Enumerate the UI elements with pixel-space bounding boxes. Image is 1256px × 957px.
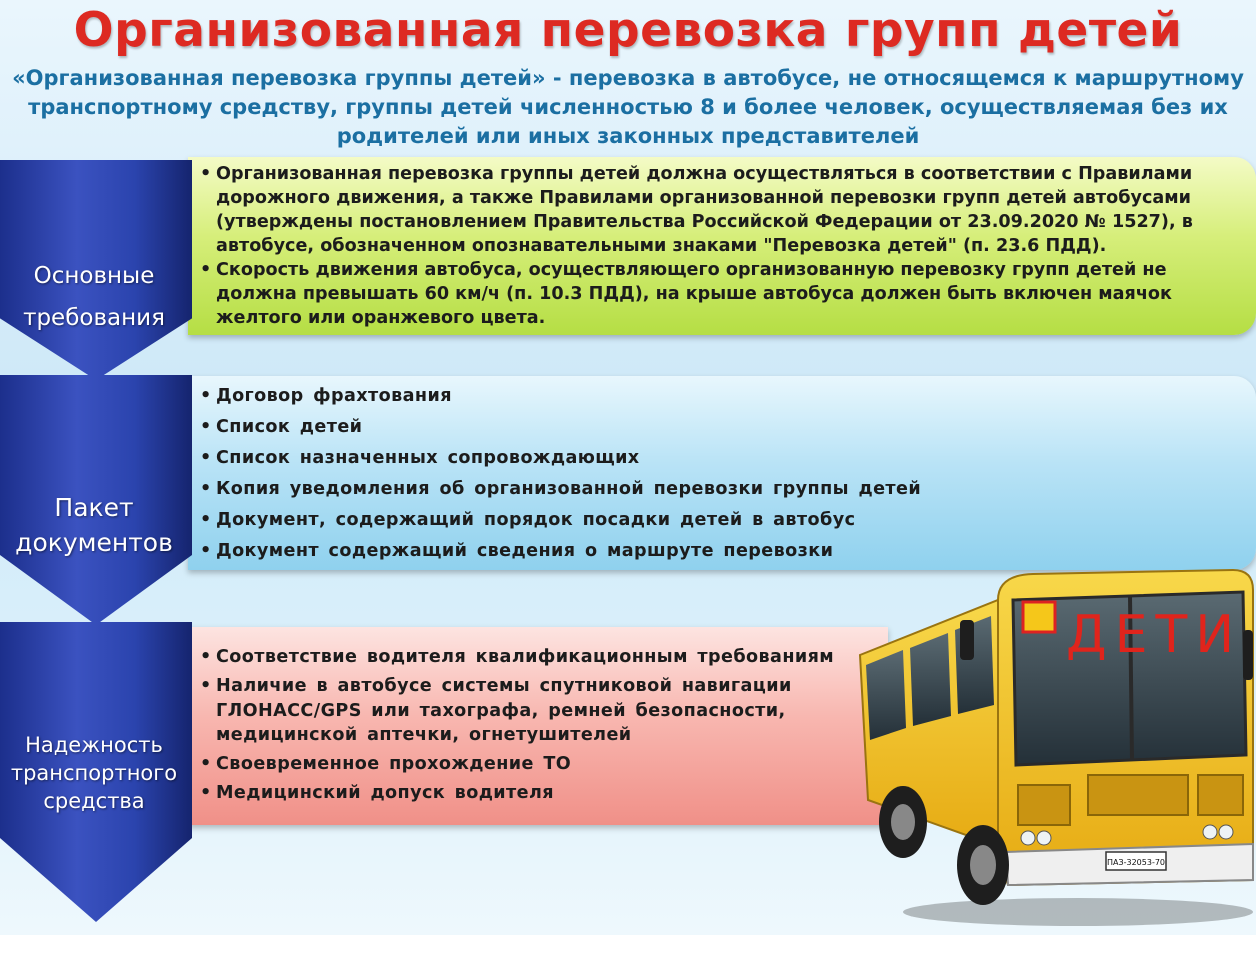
documents-label-line: Пакет [54, 493, 134, 522]
license-plate-text: ПАЗ-32053-70 [1106, 858, 1166, 867]
school-bus-illustration [848, 560, 1256, 935]
definition-subtitle: «Организованная перевозка группы детей» - перевозка в автобусе, не относящемся к маршрутному транспортному средству, группы детей численностью 8 и более человек, осуществляемая без их родителей или иных законных представителей [12, 66, 1244, 148]
requirements-label [0, 255, 188, 339]
list-item: • Скорость движения автобуса, осуществляющего организованную перевозку групп детей не должна превышать 60 км/ч (п. 10.3 ПДД), на крыше автобуса должен быть включен маячок желтого или оранжевого цвета. [200, 258, 1244, 330]
vehicle-label-line: Надежность [25, 733, 163, 757]
page-title: Организованная перевозка групп детей [73, 3, 1183, 58]
requirements-label-line: Основные [33, 263, 155, 289]
documents-label [0, 490, 188, 560]
vehicle-label-line: транспортного [10, 761, 178, 785]
list-item: • Медицинский допуск водителя [200, 781, 870, 805]
list-item: • Копия уведомления об организованной перевозки группы детей [200, 474, 1100, 505]
documents-list [200, 381, 1100, 567]
vehicle-label-line: средства [43, 789, 145, 813]
requirements-label-line: требования [23, 305, 165, 331]
requirements-list [200, 162, 1244, 330]
list-item: • Договор фрахтования [200, 381, 1100, 412]
list-item: • Наличие в автобусе системы спутниковой навигации ГЛОНАСС/GPS или тахографа, ремней безопасности, медицинской аптечки, огнетушителей [200, 674, 870, 747]
children-sign-icon [1023, 602, 1055, 632]
list-item: • Документ, содержащий порядок посадки детей в автобус [200, 505, 1100, 536]
list-item: • Организованная перевозка группы детей должна осуществляться в соответствии с Правилами дорожного движения, а также Правилами организованной перевозки групп детей автобусами (утверждены постановлением Правительства Российской Федерации от 23.09.2020 № 1527), в автобусе, обозначенном опознавательными знаками "Перевозка детей" (п. 23.6 ПДД). [200, 162, 1244, 258]
bus-sign-text: ДЕТИ [1066, 605, 1243, 665]
documents-label-line: документов [15, 528, 173, 557]
vehicle-label [0, 731, 188, 815]
list-item: • Список назначенных сопровождающих [200, 443, 1100, 474]
vehicle-list [200, 645, 870, 806]
list-item: • Список детей [200, 412, 1100, 443]
list-item: • Соответствие водителя квалификационным требованиям [200, 645, 870, 669]
list-item: • Своевременное прохождение ТО [200, 752, 870, 776]
list-item: • Документ содержащий сведения о маршруте перевозки [200, 536, 1100, 567]
